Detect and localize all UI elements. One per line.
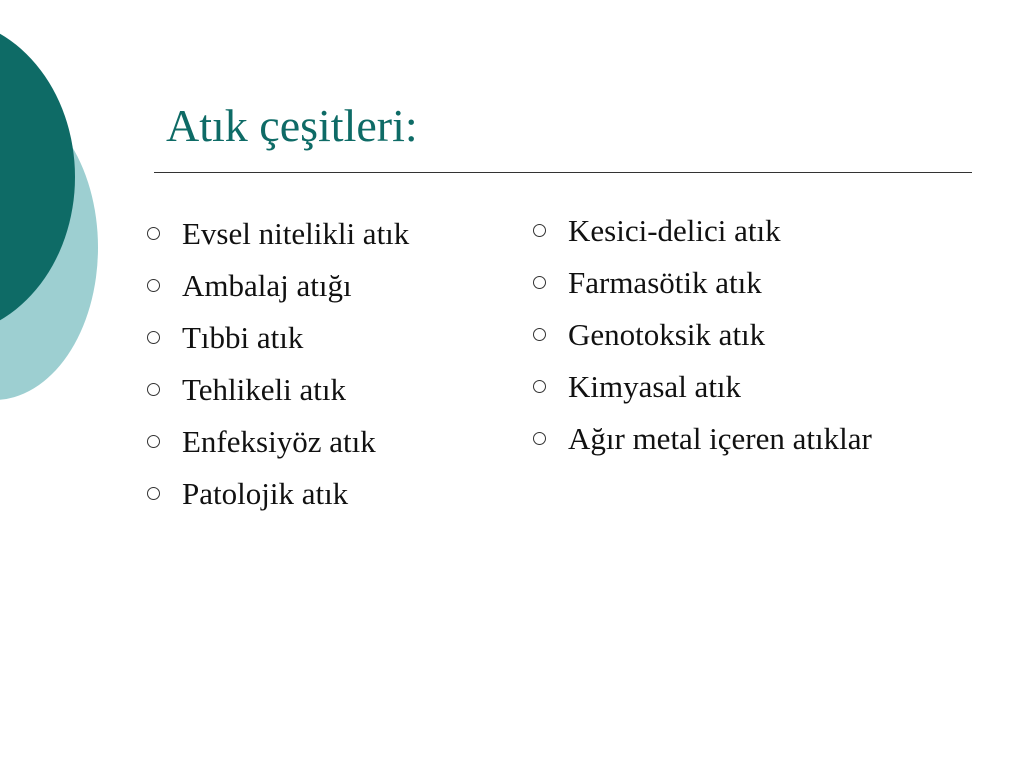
hollow-circle-bullet-icon [533, 432, 546, 445]
list-item-text: Kimyasal atık [568, 369, 742, 404]
hollow-circle-bullet-icon [147, 435, 160, 448]
list-item [533, 257, 872, 309]
list-item-text: Tehlikeli atık [182, 372, 346, 407]
hollow-circle-bullet-icon [147, 487, 160, 500]
list-item-text: Ağır metal içeren atıklar [568, 421, 872, 456]
hollow-circle-bullet-icon [147, 331, 160, 344]
list-item-text: Enfeksiyöz atık [182, 424, 376, 459]
list-item [147, 364, 409, 416]
hollow-circle-bullet-icon [147, 383, 160, 396]
list-item-text: Genotoksik atık [568, 317, 766, 352]
list-item-text: Farmasötik atık [568, 265, 762, 300]
slide-title: Atık çeşitleri: [166, 100, 418, 151]
hollow-circle-bullet-icon [533, 380, 546, 393]
list-item [533, 309, 872, 361]
list-item [147, 260, 409, 312]
list-item [147, 312, 409, 364]
list-item-text: Patolojik atık [182, 476, 349, 511]
hollow-circle-bullet-icon [147, 227, 160, 240]
hollow-circle-bullet-icon [533, 224, 546, 237]
list-item [533, 413, 872, 465]
list-item-text: Evsel nitelikli atık [182, 216, 410, 251]
hollow-circle-bullet-icon [533, 276, 546, 289]
list-item-text: Tıbbi atık [182, 320, 304, 355]
list-item [147, 208, 409, 260]
hollow-circle-bullet-icon [533, 328, 546, 341]
title-divider [154, 172, 972, 173]
list-item [147, 416, 409, 468]
hollow-circle-bullet-icon [147, 279, 160, 292]
left-bullet-list [147, 208, 409, 520]
list-item-text: Ambalaj atığı [182, 268, 352, 303]
list-item [147, 468, 409, 520]
right-bullet-list [533, 205, 872, 465]
list-item [533, 205, 872, 257]
list-item-text: Kesici-delici atık [568, 213, 781, 248]
list-item [533, 361, 872, 413]
